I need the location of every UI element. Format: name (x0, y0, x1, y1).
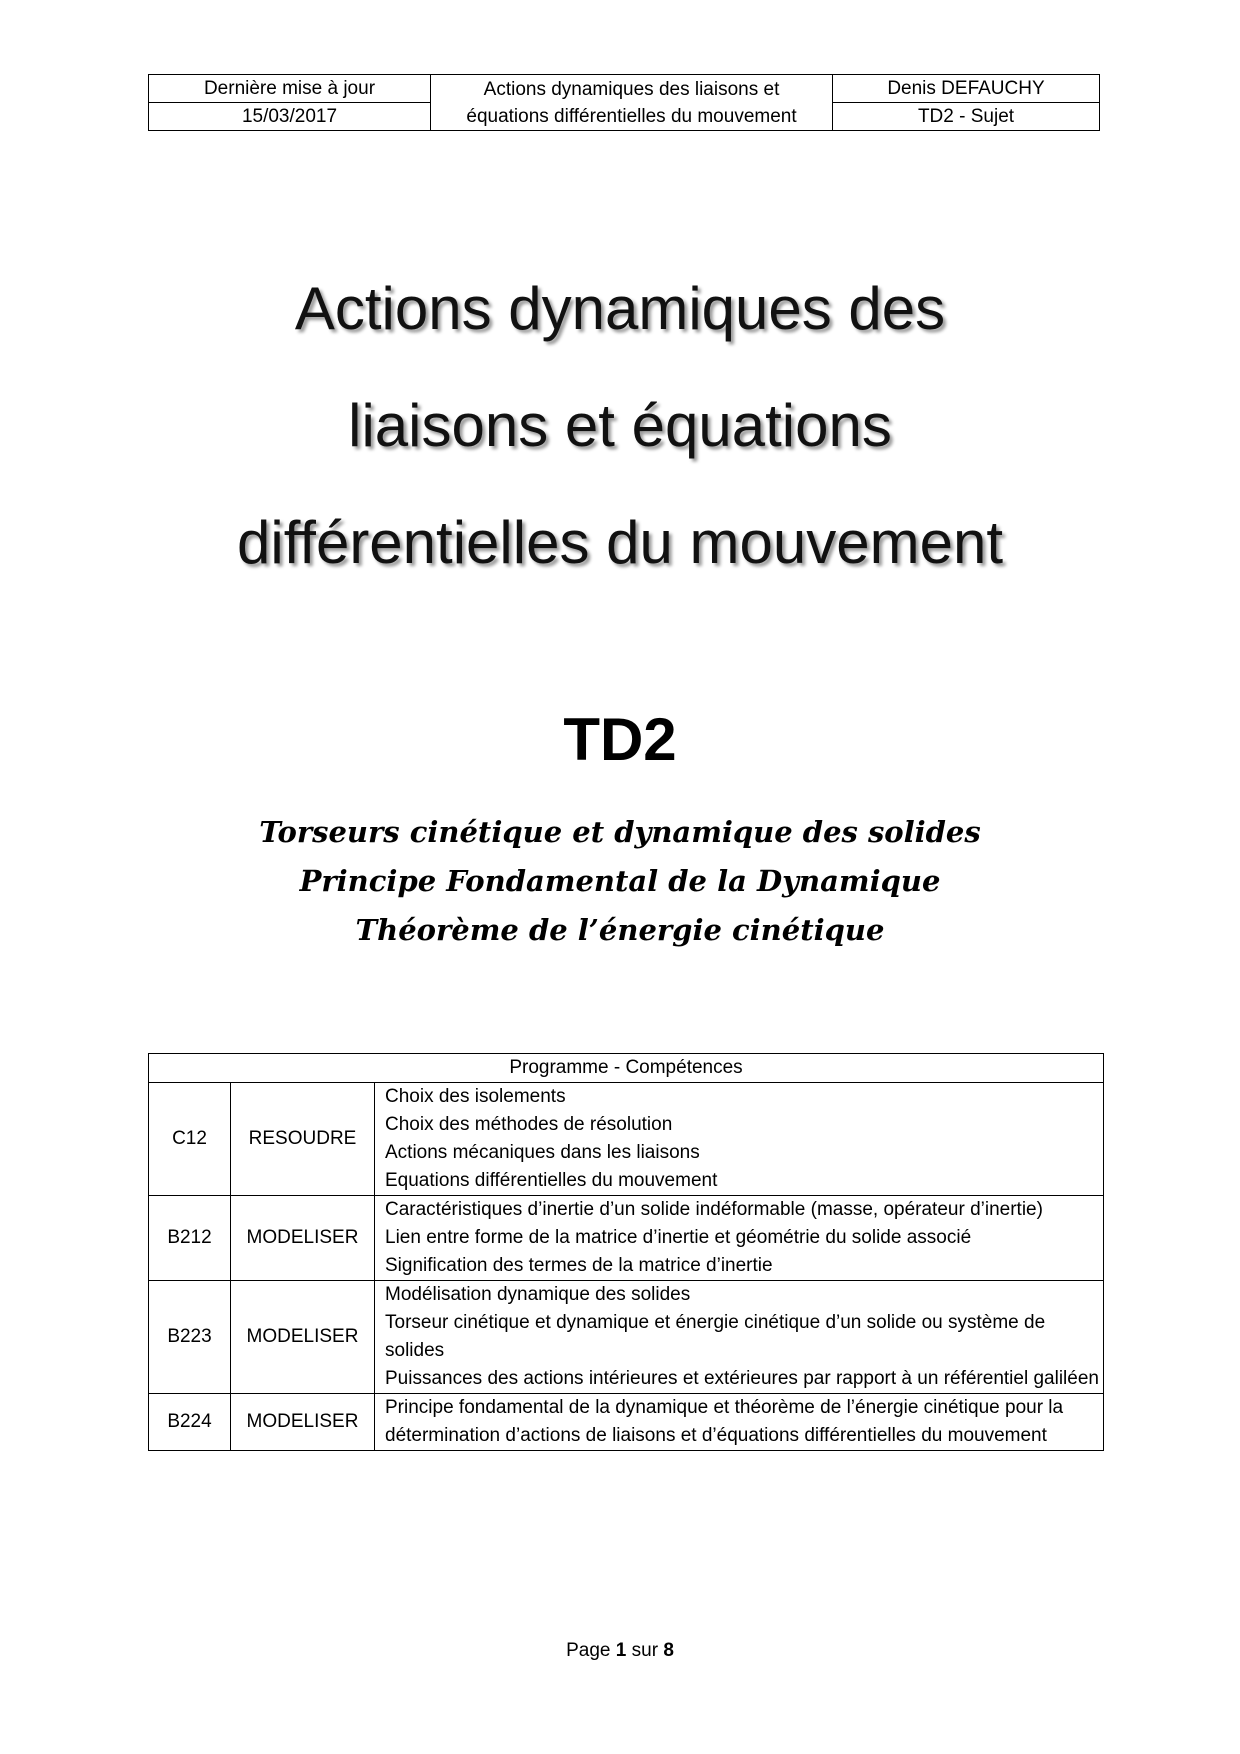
updated-label: Dernière mise à jour (149, 75, 431, 103)
table-row (149, 1281, 1104, 1394)
title-line-3: différentielles du mouvement (237, 509, 1003, 576)
competence-verb: RESOUDRE (231, 1083, 375, 1196)
competence-item: Lien entre forme de la matrice d’inertie et géométrie du solide associé (385, 1227, 972, 1248)
competence-verb: MODELISER (231, 1394, 375, 1451)
competence-verb: MODELISER (231, 1196, 375, 1281)
competence-items (375, 1196, 1104, 1281)
competence-item: Principe fondamental de la dynamique et théorème de l’énergie cinétique pour la détermination d’actions de liaisons et d’équations différentielles du mouvement (385, 1397, 1064, 1446)
updated-date: 15/03/2017 (149, 103, 431, 131)
competence-code: B224 (149, 1394, 231, 1451)
course-title-cell (431, 75, 833, 131)
author-name: Denis DEFAUCHY (833, 75, 1100, 103)
competence-item: Puissances des actions intérieures et extérieures par rapport à un référentiel galiléen (385, 1368, 1099, 1389)
page-footer (0, 1637, 1240, 1665)
doc-id: TD2 - Sujet (833, 103, 1100, 131)
subtitles (0, 808, 1240, 955)
table-row (149, 1394, 1104, 1451)
competence-item: Choix des isolements (385, 1086, 566, 1107)
course-title-line2: équations différentielles du mouvement (466, 105, 797, 127)
competence-item: Signification des termes de la matrice d’inertie (385, 1255, 773, 1276)
competence-code: C12 (149, 1083, 231, 1196)
title-line-1: Actions dynamiques des (294, 275, 946, 342)
subtitle-1: Torseurs cinétique et dynamique des solides (259, 815, 981, 849)
title-line-2: liaisons et équations (348, 392, 892, 459)
competence-item: Actions mécaniques dans les liaisons (385, 1142, 700, 1163)
table-row (149, 1083, 1104, 1196)
competence-verb: MODELISER (231, 1281, 375, 1394)
document-title (0, 250, 1240, 601)
header-table (148, 74, 1100, 131)
subtitle-3: Théorème de l’énergie cinétique (355, 913, 885, 947)
competence-code: B212 (149, 1196, 231, 1281)
competence-item: Torseur cinétique et dynamique et énergie cinétique d’un solide ou système de solides (385, 1312, 1046, 1361)
subtitle-2: Principe Fondamental de la Dynamique (299, 864, 941, 898)
of-word: sur (631, 1640, 659, 1661)
competence-items (375, 1394, 1104, 1451)
competence-item: Caractéristiques d’inertie d’un solide indéformable (masse, opérateur d’inertie) (385, 1199, 1043, 1220)
table-row (149, 1196, 1104, 1281)
page-current: 1 (615, 1640, 627, 1661)
competence-item: Equations différentielles du mouvement (385, 1170, 718, 1191)
competence-item: Modélisation dynamique des solides (385, 1284, 691, 1305)
competence-code: B223 (149, 1281, 231, 1394)
program-table-header: Programme - Compétences (149, 1054, 1104, 1083)
td-label: TD2 (563, 706, 677, 773)
page-total: 8 (663, 1640, 674, 1661)
competence-items (375, 1083, 1104, 1196)
competence-items (375, 1281, 1104, 1394)
competence-item: Choix des méthodes de résolution (385, 1114, 673, 1135)
program-table (148, 1053, 1104, 1451)
course-title-line1: Actions dynamiques des liaisons et (483, 78, 780, 100)
page-word: Page (566, 1640, 611, 1661)
